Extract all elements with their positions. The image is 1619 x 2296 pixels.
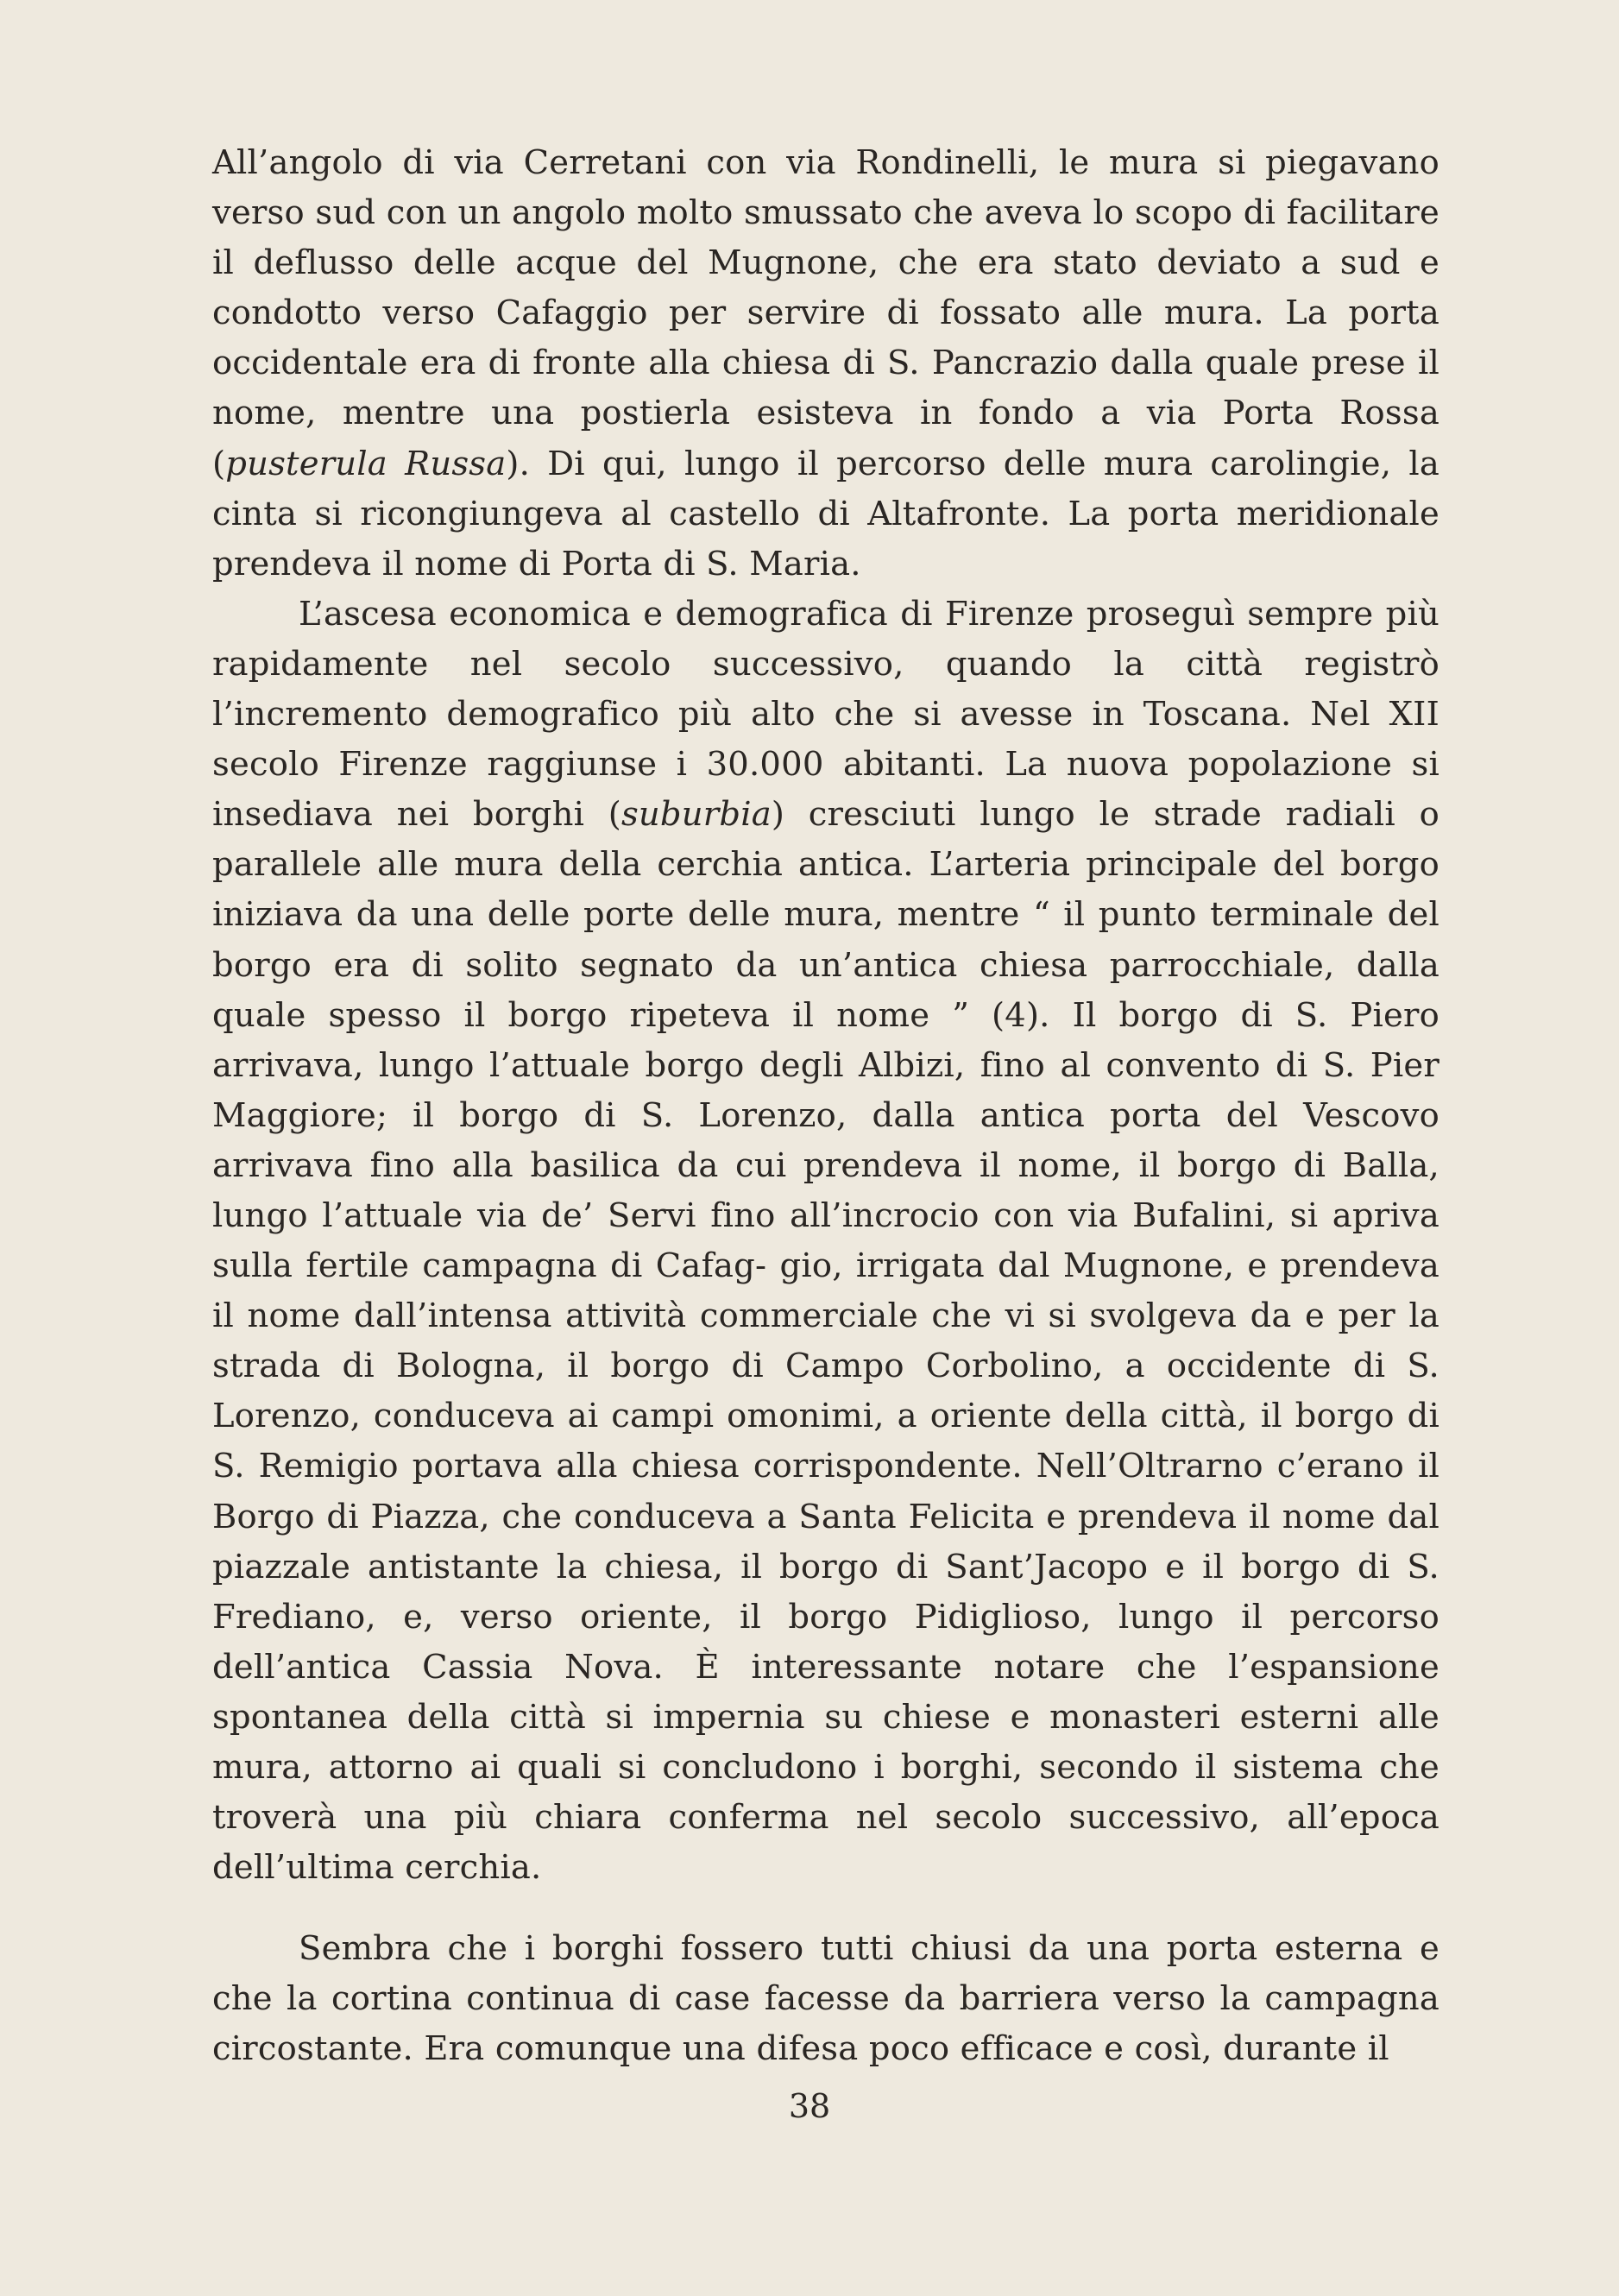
paragraph-2-text-b: ) cresciuti lungo le strade radiali o parallele alle mura della cerchia antica. L’arteria principale del borgo iniziava da una delle porte delle mura, mentre “ il punto terminale del borgo era di solito segnato da un’antica chiesa parrocchiale, dalla quale spesso il borgo ripeteva il nome ” (4). Il borgo di S. Piero arrivava, lungo l’attuale borgo degli Albizi, fino al convento di S. Pier Maggiore; il borgo di S. Lorenzo, dalla antica porta del Vescovo arrivava fino alla basilica da cui prendeva il nome, il borgo di Balla, lungo l’attuale via de’ Servi fino all’incrocio con via Bufalini, si apriva sulla fertile campagna di Cafag- gio, irrigata dal Mugnone, e prendeva il nome dall’intensa attività commerciale che vi si svolgeva da e per la strada di Bologna, il borgo di Campo Corbolino, a occidente di S. Lorenzo, conduceva ai campi omonimi, a oriente della città, il borgo di S. Remigio portava alla chiesa corrispondente. Nell’Oltrarno c’erano il Borgo di Piazza, che conduceva a Santa Felicita e prendeva il nome dal piazzale antistante la chiesa, il borgo di Sant’Jacopo e il borgo di S. Frediano, e, verso oriente, il borgo Pidiglioso, lungo il percorso dell’antica Cassia Nova. È interessante notare che l’espansione spontanea della città si impernia su chiese e monasteri esterni alle mura, attorno ai quali si concludono i borghi, secondo il sistema che troverà una più chiara conferma nel secolo successivo, all’epoca dell’ultima cerchia. xyxy=(212,795,1439,1888)
body-text xyxy=(212,138,1439,2075)
latin-term-suburbia: suburbia xyxy=(621,795,772,835)
latin-term-pusterula: pusterula Russa xyxy=(225,444,507,483)
paragraph-1-text-b: ). Di qui, lungo il percorso delle mura carolingie, la cinta si ricongiungeva al castello di Altafronte. La porta meridionale prendeva il nome di Porta di S. Maria. xyxy=(212,444,1439,583)
paragraph-2-text-a: L’ascesa economica e demografica di Firenze proseguì sempre più rapidamente nel secolo successivo, quando la città registrò l’incremento demografico più alto che si avesse in Toscana. Nel XII secolo Firenze raggiunse i 30.000 abitanti. La nuova popolazione si insediava nei borghi ( xyxy=(212,594,1439,835)
paragraph-1 xyxy=(212,138,1439,590)
paragraph-3 xyxy=(212,1924,1439,2074)
page-number: 38 xyxy=(788,2087,831,2125)
paragraph-1-text-a: All’angolo di via Cerretani con via Rondinelli, le mura si piegavano verso sud con un angolo molto smussato che aveva lo scopo di facilitare il deflusso delle acque del Mugnone, che era stato deviato a sud e condotto verso Cafaggio per servire di fossato alle mura. La porta occidentale era di fronte alla chiesa di S. Pancrazio dalla quale prese il nome, mentre una postierla esisteva in fondo a via Porta Rossa ( xyxy=(212,143,1439,483)
paragraph-2 xyxy=(212,590,1439,1893)
paragraph-3-text: Sembra che i borghi fossero tutti chiusi da una porta esterna e che la cortina continua di case facesse da barriera verso la campagna circostante. Era comunque una difesa poco efficace e così, durante il xyxy=(212,1929,1439,2069)
